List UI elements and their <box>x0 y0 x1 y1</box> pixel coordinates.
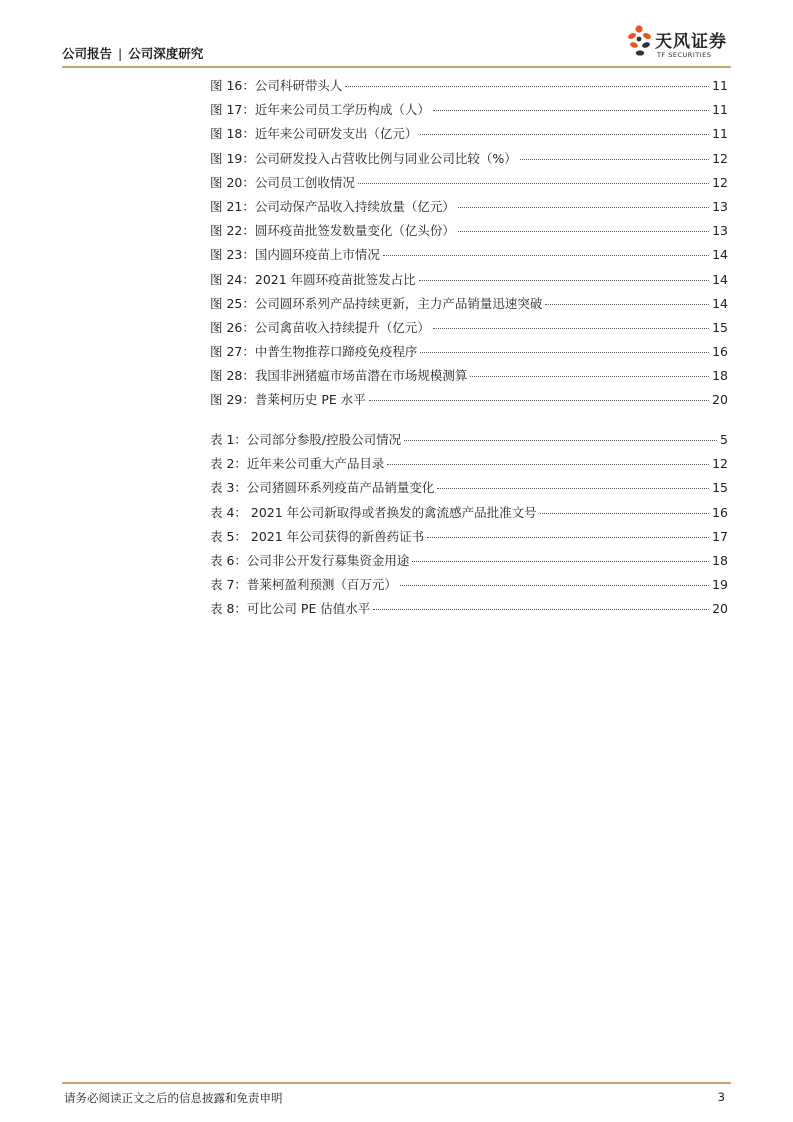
table-entry-page-number: 5 <box>720 432 728 447</box>
figure-entry-label: 图 18：近年来公司研发支出（亿元） <box>210 126 418 142</box>
table-entry-label: 表 4： 2021 年公司新取得或者换发的禽流感产品批准文号 <box>210 504 537 520</box>
figure-entry[interactable] <box>210 76 728 100</box>
dot-leader <box>433 328 709 329</box>
logo-brand-en: TF SECURITIES <box>657 51 712 59</box>
dot-leader <box>373 609 709 610</box>
dot-leader <box>520 159 709 160</box>
figure-entry-page-number: 14 <box>712 295 728 311</box>
table-entry-page-number: 20 <box>712 601 728 617</box>
dot-leader <box>458 231 709 232</box>
table-entry-page-number: 19 <box>712 577 728 593</box>
figure-entry[interactable] <box>210 245 728 269</box>
dot-leader <box>369 400 709 401</box>
report-header <box>62 44 203 62</box>
table-entry-label: 表 6：公司非公开发行募集资金用途 <box>210 552 410 568</box>
dot-leader <box>420 134 709 135</box>
header-separator: | <box>118 46 123 61</box>
table-entry-label: 表 1：公司部分参股/控股公司情况 <box>210 432 402 447</box>
figure-entry-label: 图 27：中普生物推荐口蹄疫免疫程序 <box>210 344 418 360</box>
table-entry[interactable] <box>210 430 728 454</box>
figure-entry[interactable] <box>210 149 728 173</box>
figure-entry-label: 图 28：我国非洲猪瘟市场苗潜在市场规模测算 <box>210 368 468 384</box>
dot-leader <box>437 488 709 489</box>
figure-entry[interactable] <box>210 173 728 197</box>
dot-leader <box>404 440 717 441</box>
figure-entry-label: 图 19：公司研发投入占营收比例与同业公司比较（%） <box>210 150 517 166</box>
figure-entry-page-number: 13 <box>712 198 728 214</box>
dot-leader <box>470 376 709 377</box>
table-entry-page-number: 15 <box>712 480 728 496</box>
dot-leader <box>345 86 709 87</box>
figure-entry-label: 图 21：公司动保产品收入持续放量（亿元） <box>210 198 455 214</box>
header-rule <box>62 66 731 68</box>
table-entry-page-number: 12 <box>712 456 728 472</box>
dot-leader <box>545 304 709 305</box>
dot-leader <box>540 513 709 514</box>
figure-entry[interactable] <box>210 197 728 221</box>
figure-entry[interactable] <box>210 318 728 342</box>
table-entry-page-number: 16 <box>712 504 728 520</box>
flower-logo-icon <box>626 22 656 64</box>
footer-page-number: 3 <box>717 1090 725 1104</box>
footer-disclaimer: 请务必阅读正文之后的信息披露和免责申明 <box>64 1091 283 1105</box>
figure-entry-page-number: 18 <box>712 368 728 384</box>
dot-leader <box>387 464 709 465</box>
dot-leader <box>427 537 709 538</box>
figure-entry[interactable] <box>210 366 728 390</box>
figure-entry-label: 图 24：2021 年圆环疫苗批签发占比 <box>210 271 416 287</box>
figure-entry-page-number: 15 <box>712 319 728 335</box>
logo-brand-cn: 天风证券 <box>655 32 727 52</box>
table-entry[interactable] <box>210 575 728 599</box>
table-index <box>210 430 728 624</box>
dot-leader <box>458 207 709 208</box>
report-subtitle: 公司深度研究 <box>128 46 204 61</box>
table-entry[interactable] <box>210 478 728 502</box>
figure-entry-label: 图 16：公司科研带头人 <box>210 78 343 93</box>
table-entry-label: 表 8：可比公司 PE 估值水平 <box>210 601 371 617</box>
table-entry-label: 表 2：近年来公司重大产品目录 <box>210 456 385 472</box>
table-entry[interactable] <box>210 551 728 575</box>
figure-entry-label: 图 25：公司圆环系列产品持续更新，主力产品销量迅速突破 <box>210 295 543 311</box>
table-entry[interactable] <box>210 503 728 527</box>
figure-entry-label: 图 17：近年来公司员工学历构成（人） <box>210 102 430 118</box>
table-entry-page-number: 17 <box>712 528 728 544</box>
table-entry-page-number: 18 <box>712 552 728 568</box>
figure-entry-page-number: 16 <box>712 344 728 360</box>
figure-entry[interactable] <box>210 390 728 414</box>
figure-entry-page-number: 12 <box>712 174 728 190</box>
figure-entry-page-number: 14 <box>712 271 728 287</box>
dot-leader <box>358 183 709 184</box>
table-entry[interactable] <box>210 527 728 551</box>
report-type: 公司报告 <box>62 46 113 61</box>
figure-entry[interactable] <box>210 342 728 366</box>
figure-entry-page-number: 11 <box>712 78 728 93</box>
dot-leader <box>433 110 709 111</box>
dot-leader <box>420 352 709 353</box>
figure-entry-page-number: 11 <box>712 102 728 118</box>
table-entry-label: 表 5： 2021 年公司获得的新兽药证书 <box>210 528 425 544</box>
table-entry-label: 表 7：普莱柯盈利预测（百万元） <box>210 577 397 593</box>
figure-entry-page-number: 11 <box>712 126 728 142</box>
dot-leader <box>419 280 709 281</box>
table-entry[interactable] <box>210 599 728 623</box>
figure-entry-label: 图 29：普莱柯历史 PE 水平 <box>210 392 366 408</box>
figure-entry-page-number: 20 <box>712 392 728 408</box>
figure-entry-label: 图 26：公司禽苗收入持续提升（亿元） <box>210 319 430 335</box>
footer-rule <box>62 1082 731 1084</box>
figure-entry[interactable] <box>210 100 728 124</box>
figure-entry[interactable] <box>210 221 728 245</box>
table-entry[interactable] <box>210 454 728 478</box>
figure-entry[interactable] <box>210 124 728 148</box>
figure-entry-label: 图 20：公司员工创收情况 <box>210 174 355 190</box>
dot-leader <box>383 255 709 256</box>
tf-securities-logo <box>626 22 736 64</box>
figure-entry-page-number: 12 <box>712 150 728 166</box>
figure-entry[interactable] <box>210 294 728 318</box>
figure-entry[interactable] <box>210 270 728 294</box>
dot-leader <box>412 561 709 562</box>
dot-leader <box>400 585 709 586</box>
figure-index <box>210 76 728 415</box>
figure-entry-page-number: 14 <box>712 247 728 263</box>
figure-entry-label: 图 23：国内圆环疫苗上市情况 <box>210 247 380 263</box>
figure-entry-label: 图 22：圆环疫苗批签发数量变化（亿头份） <box>210 223 455 239</box>
figure-entry-page-number: 13 <box>712 223 728 239</box>
table-entry-label: 表 3：公司猪圆环系列疫苗产品销量变化 <box>210 480 435 496</box>
